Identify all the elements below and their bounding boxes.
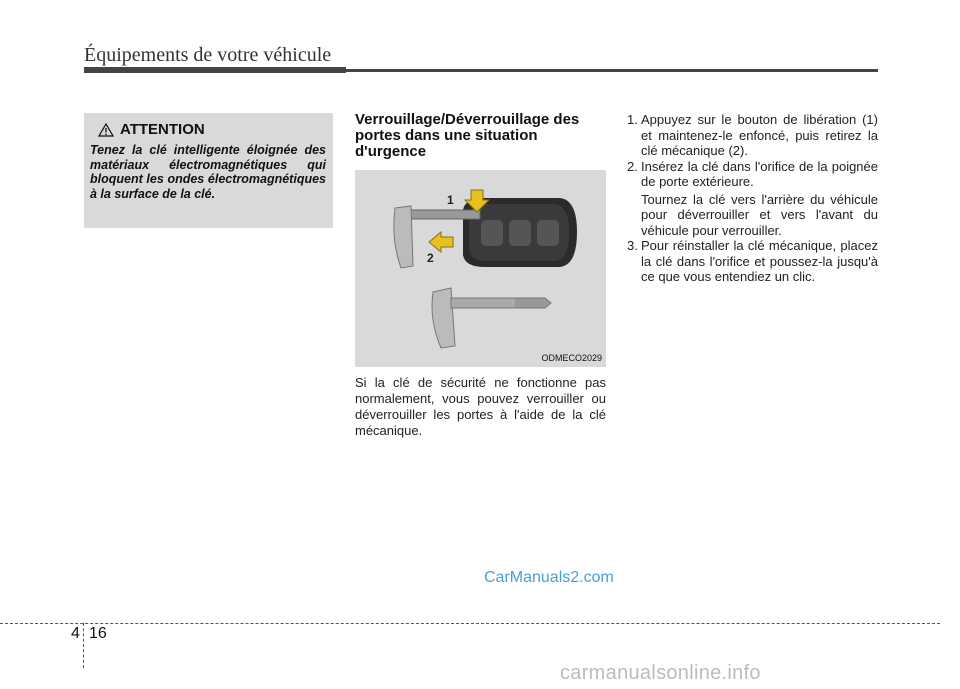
footer-divider [0,623,940,624]
step-text: Appuyez sur le bouton de libération (1) et maintenez-le enfoncé, puis retirez la clé mécanique (2). [641,112,878,158]
chapter-number: 4 [71,625,80,642]
figure-code: ODMECO2029 [541,353,602,363]
section-title: Verrouillage/Déverrouillage des portes dans une situation d'urgence [355,111,580,160]
figure-label-2: 2 [427,251,434,265]
attention-text: Tenez la clé intelligente éloignée des matériaux électromagnétiques qui bloquent les ondes électromagnétiques à la surface de la clé. [90,143,326,201]
step-extra-text: Tournez la clé vers l'arrière du véhicule pour déverrouiller et vers l'avant du véhicule pour verrouiller. [641,191,878,238]
page-header-title: Équipements de votre véhicule [84,44,332,66]
figure-label-1: 1 [447,193,454,207]
smart-key-illustration [355,170,606,367]
steps-list [627,112,878,285]
header-rule-accent [84,67,346,73]
attention-box [84,113,333,228]
step-number: 2. [627,158,638,174]
site-footer-link[interactable]: carmanualsonline.info [560,662,761,684]
list-item [627,112,878,159]
attention-heading [98,121,205,138]
page-number: 16 [89,625,107,642]
step-number: 3. [627,238,638,253]
section-body: Si la clé de sécurité ne fonctionne pas normalement, vous pouvez verrouiller ou déverrouiller les portes à l'aide de la clé mécanique. [355,375,606,438]
list-item [627,159,878,190]
list-item [627,238,878,285]
watermark-link[interactable]: CarManuals2.com [484,569,614,586]
footer-vertical-divider [83,623,84,668]
step-text: Pour réinstaller la clé mécanique, placez la clé dans l'orifice et poussez-la jusqu'à ce que vous entendiez un clic. [641,238,878,284]
step-text: Insérez la clé dans l'orifice de la poignée de porte extérieure. [641,158,878,189]
attention-heading-label: ATTENTION [120,121,205,138]
warning-triangle-icon [98,123,114,137]
key-figure [355,170,606,367]
step-number: 1. [627,112,638,127]
